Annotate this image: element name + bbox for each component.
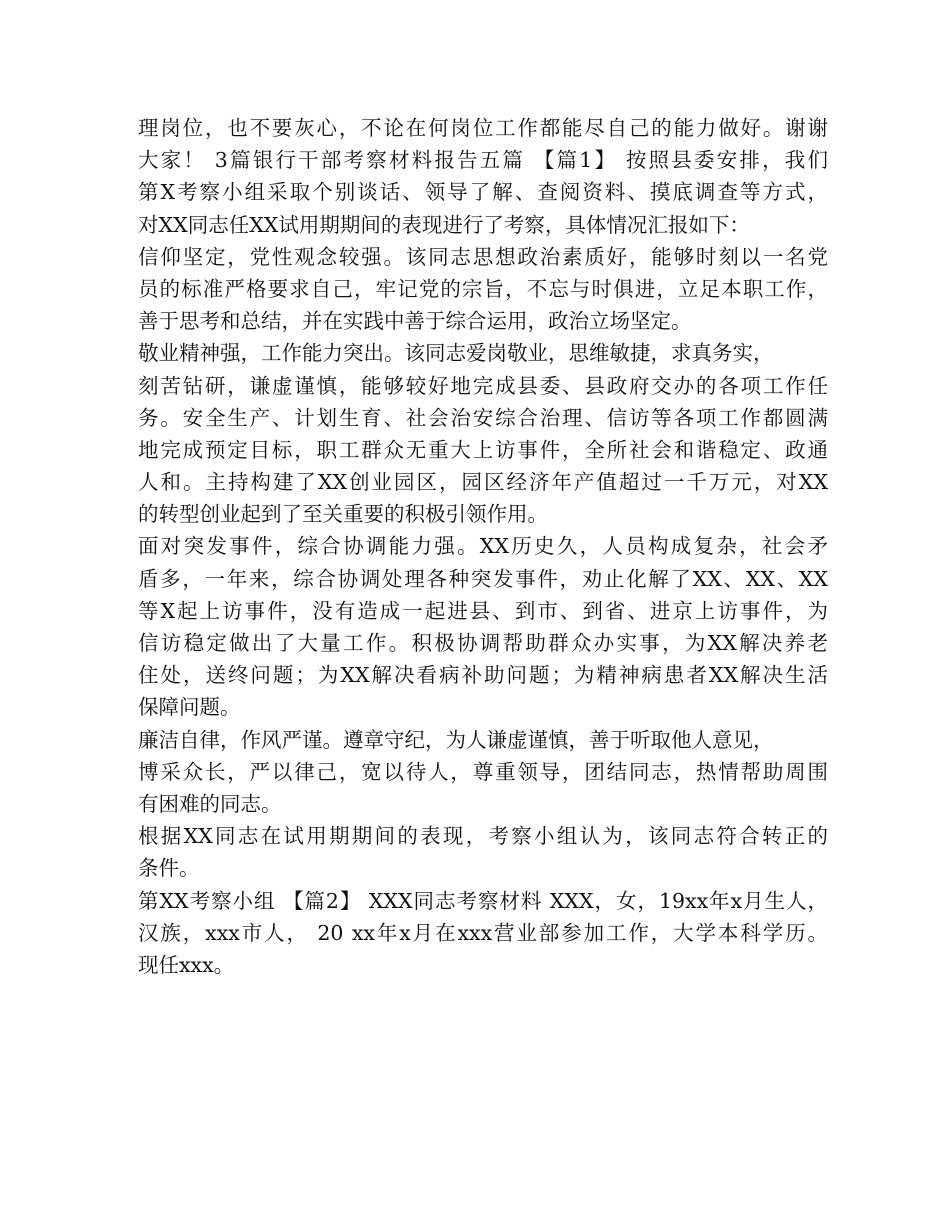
- text-line: 人和。主持构建了XX创业园区，园区经济年产值超过一千万元，对XX: [138, 470, 828, 495]
- text-line: 善于思考和总结，并在实践中善于综合运用，政治立场坚定。: [138, 309, 692, 334]
- text-line: 面对突发事件，综合协调能力强。XX历史久，人员构成复杂，社会矛: [138, 534, 828, 559]
- text-line: 现任xxx。: [138, 952, 235, 977]
- text-line: 等X起上访事件，没有造成一起进县、到市、到省、进京上访事件，为: [138, 598, 828, 623]
- text-line: 对XX同志任XX试用期期间的表现进行了考察，具体情况汇报如下：: [138, 212, 750, 237]
- text-line: 第XX考察小组 【篇2】 XXX同志考察材料 XXX，女，19xx年x月生人，: [138, 888, 828, 913]
- text-line: 有困难的同志。: [138, 791, 282, 816]
- text-line: 保障问题。: [138, 695, 241, 720]
- text-line: 博采众长，严以律己，宽以待人，尊重领导，团结同志，热情帮助周围: [138, 759, 828, 784]
- text-line: 理岗位，也不要灰心，不论在何岗位工作都能尽自己的能力做好。谢谢: [138, 116, 828, 140]
- text-line: 住处，送终问题；为XX解决看病补助问题；为精神病患者XX解决生活: [138, 663, 828, 688]
- text-line: 地完成预定目标，职工群众无重大上访事件，全所社会和谐稳定、政通: [138, 437, 828, 462]
- text-line: 敬业精神强，工作能力突出。该同志爱岗敬业，思维敏捷，求真务实，: [138, 341, 774, 366]
- document-body: [138, 112, 828, 981]
- text-line: 信访稳定做出了大量工作。积极协调帮助群众办实事，为XX解决养老: [138, 631, 828, 655]
- text-line: 汉族，xxx市人， 20 xx年x月在xxx营业部参加工作，大学本科学历。: [138, 920, 828, 945]
- text-line: 盾多，一年来，综合协调处理各种突发事件，劝止化解了XX、XX、XX: [138, 566, 828, 591]
- text-line: 条件。: [138, 856, 200, 881]
- text-line: 第X考察小组采取个别谈话、领导了解、查阅资料、摸底调查等方式，: [138, 180, 828, 205]
- text-line: 员的标准严格要求自己，牢记党的宗旨，不忘与时俱进，立足本职工作，: [138, 276, 828, 301]
- text-line: 廉洁自律，作风严谨。遵章守纪，为人谦虚谨慎，善于听取他人意见，: [138, 727, 774, 752]
- text-line: 刻苦钻研，谦虚谨慎，能够较好地完成县委、县政府交办的各项工作任: [138, 373, 828, 398]
- text-line: 根据XX同志在试用期期间的表现，考察小组认为，该同志符合转正的: [138, 824, 828, 849]
- text-line: 务。安全生产、计划生育、社会治安综合治理、信访等各项工作都圆满: [138, 405, 828, 430]
- text-line: 的转型创业起到了至关重要的积极引领作用。: [138, 502, 548, 527]
- text-line: 大家！ 3篇银行干部考察材料报告五篇 【篇1】 按照县委安排，我们: [138, 148, 828, 173]
- text-line: 信仰坚定，党性观念较强。该同志思想政治素质好，能够时刻以一名党: [138, 244, 828, 269]
